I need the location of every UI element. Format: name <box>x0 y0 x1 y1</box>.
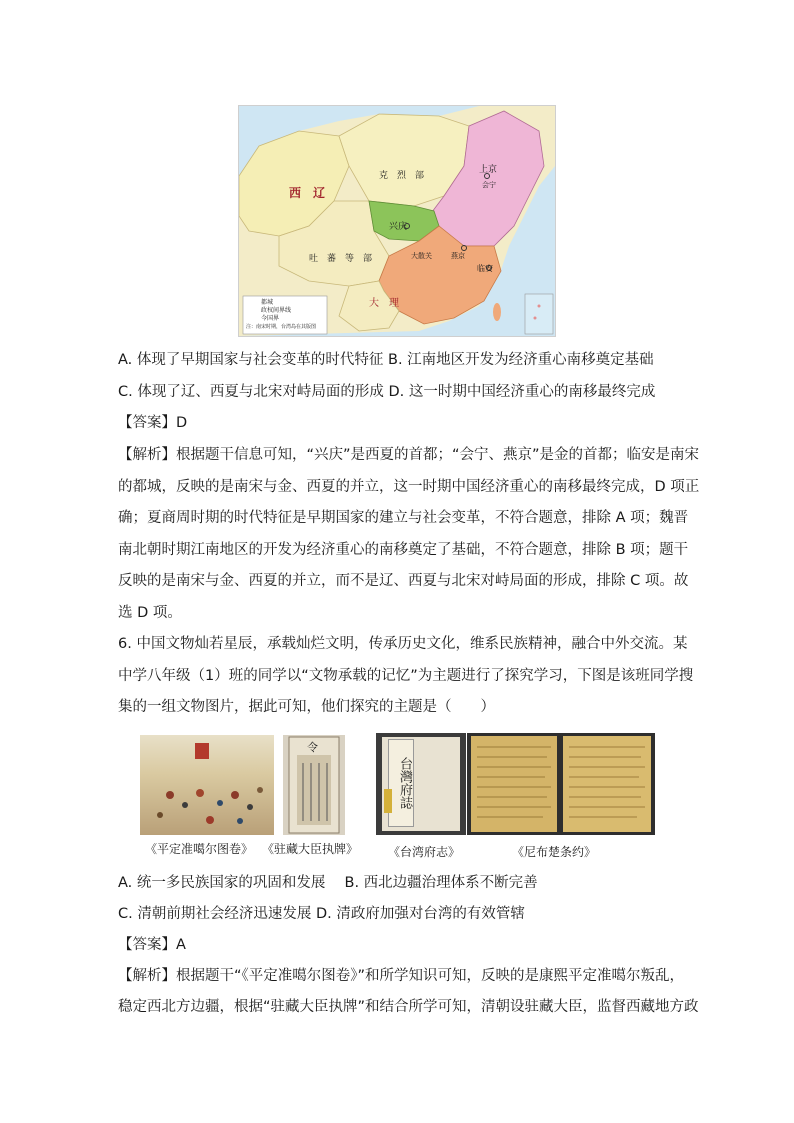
map-label-linan: 临安 <box>477 264 493 273</box>
svg-text:令: 令 <box>307 741 318 754</box>
q5-analysis-line-2: 的都城，反映的是南宋与金、西夏的并立，这一时期中国经济重心的南移最终完成，D 项正 <box>118 479 700 495</box>
nerchinsk-treaty-document <box>467 733 655 835</box>
map-label-huining: 会宁 <box>482 181 496 189</box>
q5-analysis-line-1: 【解析】根据题干信息可知，“兴庆”是西夏的首都；“会宁、燕京”是金的首都；临安是南宋 <box>118 447 700 463</box>
painting-graphic <box>140 735 274 835</box>
q5-answer: 【答案】D <box>118 415 188 431</box>
legend-modern-boundary: 今国界 <box>261 315 280 322</box>
treaty-graphic <box>467 733 655 835</box>
q5-option-cd: C. 体现了辽、西夏与北宋对峙局面的形成 D. 这一时期中国经济重心的南移最终完成 <box>118 384 656 400</box>
q5-option-ab: A. 体现了早期国家与社会变革的时代特征 B. 江南地区开发为经济重心南移奠定基础 <box>118 352 654 368</box>
caption-taiwan: 《台湾府志》 <box>388 845 461 859</box>
caption-pingding: 《平定准噶尔图卷》 <box>145 842 254 856</box>
legend-capital: 都城 <box>261 299 274 306</box>
q6-stem-line-2: 中学八年级（1）班的同学以“文物承载的记忆”为主题进行了探究学习，下图是该班同学搜 <box>118 668 694 684</box>
q6-analysis-line-1: 【解析】根据题干“《平定准噶尔图卷》”和所学知识可知，反映的是康熙平定准噶尔叛乱， <box>118 968 685 984</box>
map-label-kereit: 克 烈 部 <box>379 171 425 181</box>
map-label-xingqing: 兴庆 <box>389 222 408 232</box>
q5-analysis-line-6: 选 D 项。 <box>118 605 182 621</box>
q5-analysis-line-3: 确；夏商周时期的时代特征是早期国家的建立与社会变革，不符合题意，排除 A 项；魏晋 <box>118 510 689 526</box>
map-label-shangjing: 上京 <box>479 165 498 175</box>
q6-stem-line-3: 集的一组文物图片，据此可知，他们探究的主题是（ ） <box>118 699 495 715</box>
south-sea-inset <box>525 294 553 334</box>
q6-stem-line-1: 6. 中国文物灿若星辰，承载灿烂文明，传承历史文化，维系民族精神，融合中外交流。某 <box>118 636 688 652</box>
pingding-zhungeer-painting <box>140 735 274 835</box>
zhuzang-dachen-placard <box>283 735 345 835</box>
q6-analysis-line-2: 稳定西北方边疆，根据“驻藏大臣执牌”和结合所学可知，清朝设驻藏大臣，监督西藏地方政 <box>118 999 699 1015</box>
book-title-label: 台灣府誌 <box>388 739 414 827</box>
taiwan-fuzhi-book <box>376 733 466 835</box>
legend-regime-boundary: 政权间界线 <box>261 307 292 314</box>
map-label-dasanguan: 大散关 <box>411 252 432 260</box>
inset-islands <box>534 317 537 320</box>
caption-nerchinsk: 《尼布楚条约》 <box>512 845 597 859</box>
song-jin-xixia-map <box>238 105 556 337</box>
map-label-dali: 大 理 <box>369 298 399 309</box>
taiwan-island <box>493 303 501 321</box>
q5-analysis-line-4: 南北朝时期江南地区的开发为经济重心的南移奠定了基础，不符合题意，排除 B 项；题干 <box>118 542 689 558</box>
legend-note: 注：南宋时期，台湾岛在其版图 <box>246 324 317 330</box>
map-label-west-liao: 西 辽 <box>289 186 326 200</box>
q6-answer: 【答案】A <box>118 937 186 953</box>
q5-analysis-line-5: 反映的是南宋与金、西夏的并立，而不是辽、西夏与北宋对峙局面的形成，排除 C 项。故 <box>118 573 689 589</box>
map-label-tubo: 吐 蕃 等 部 <box>309 254 373 264</box>
book-tag <box>384 789 392 813</box>
caption-zhuzang: 《驻藏大臣执牌》 <box>262 842 359 856</box>
q6-option-cd: C. 清朝前期社会经济迅速发展 D. 清政府加强对台湾的有效管辖 <box>118 906 525 922</box>
placard-graphic <box>283 735 345 835</box>
map-label-yanjing: 燕京 <box>451 252 465 260</box>
q6-option-ab: A. 统一多民族国家的巩固和发展 B. 西北边疆治理体系不断完善 <box>118 875 538 891</box>
inset-islands <box>538 305 541 308</box>
